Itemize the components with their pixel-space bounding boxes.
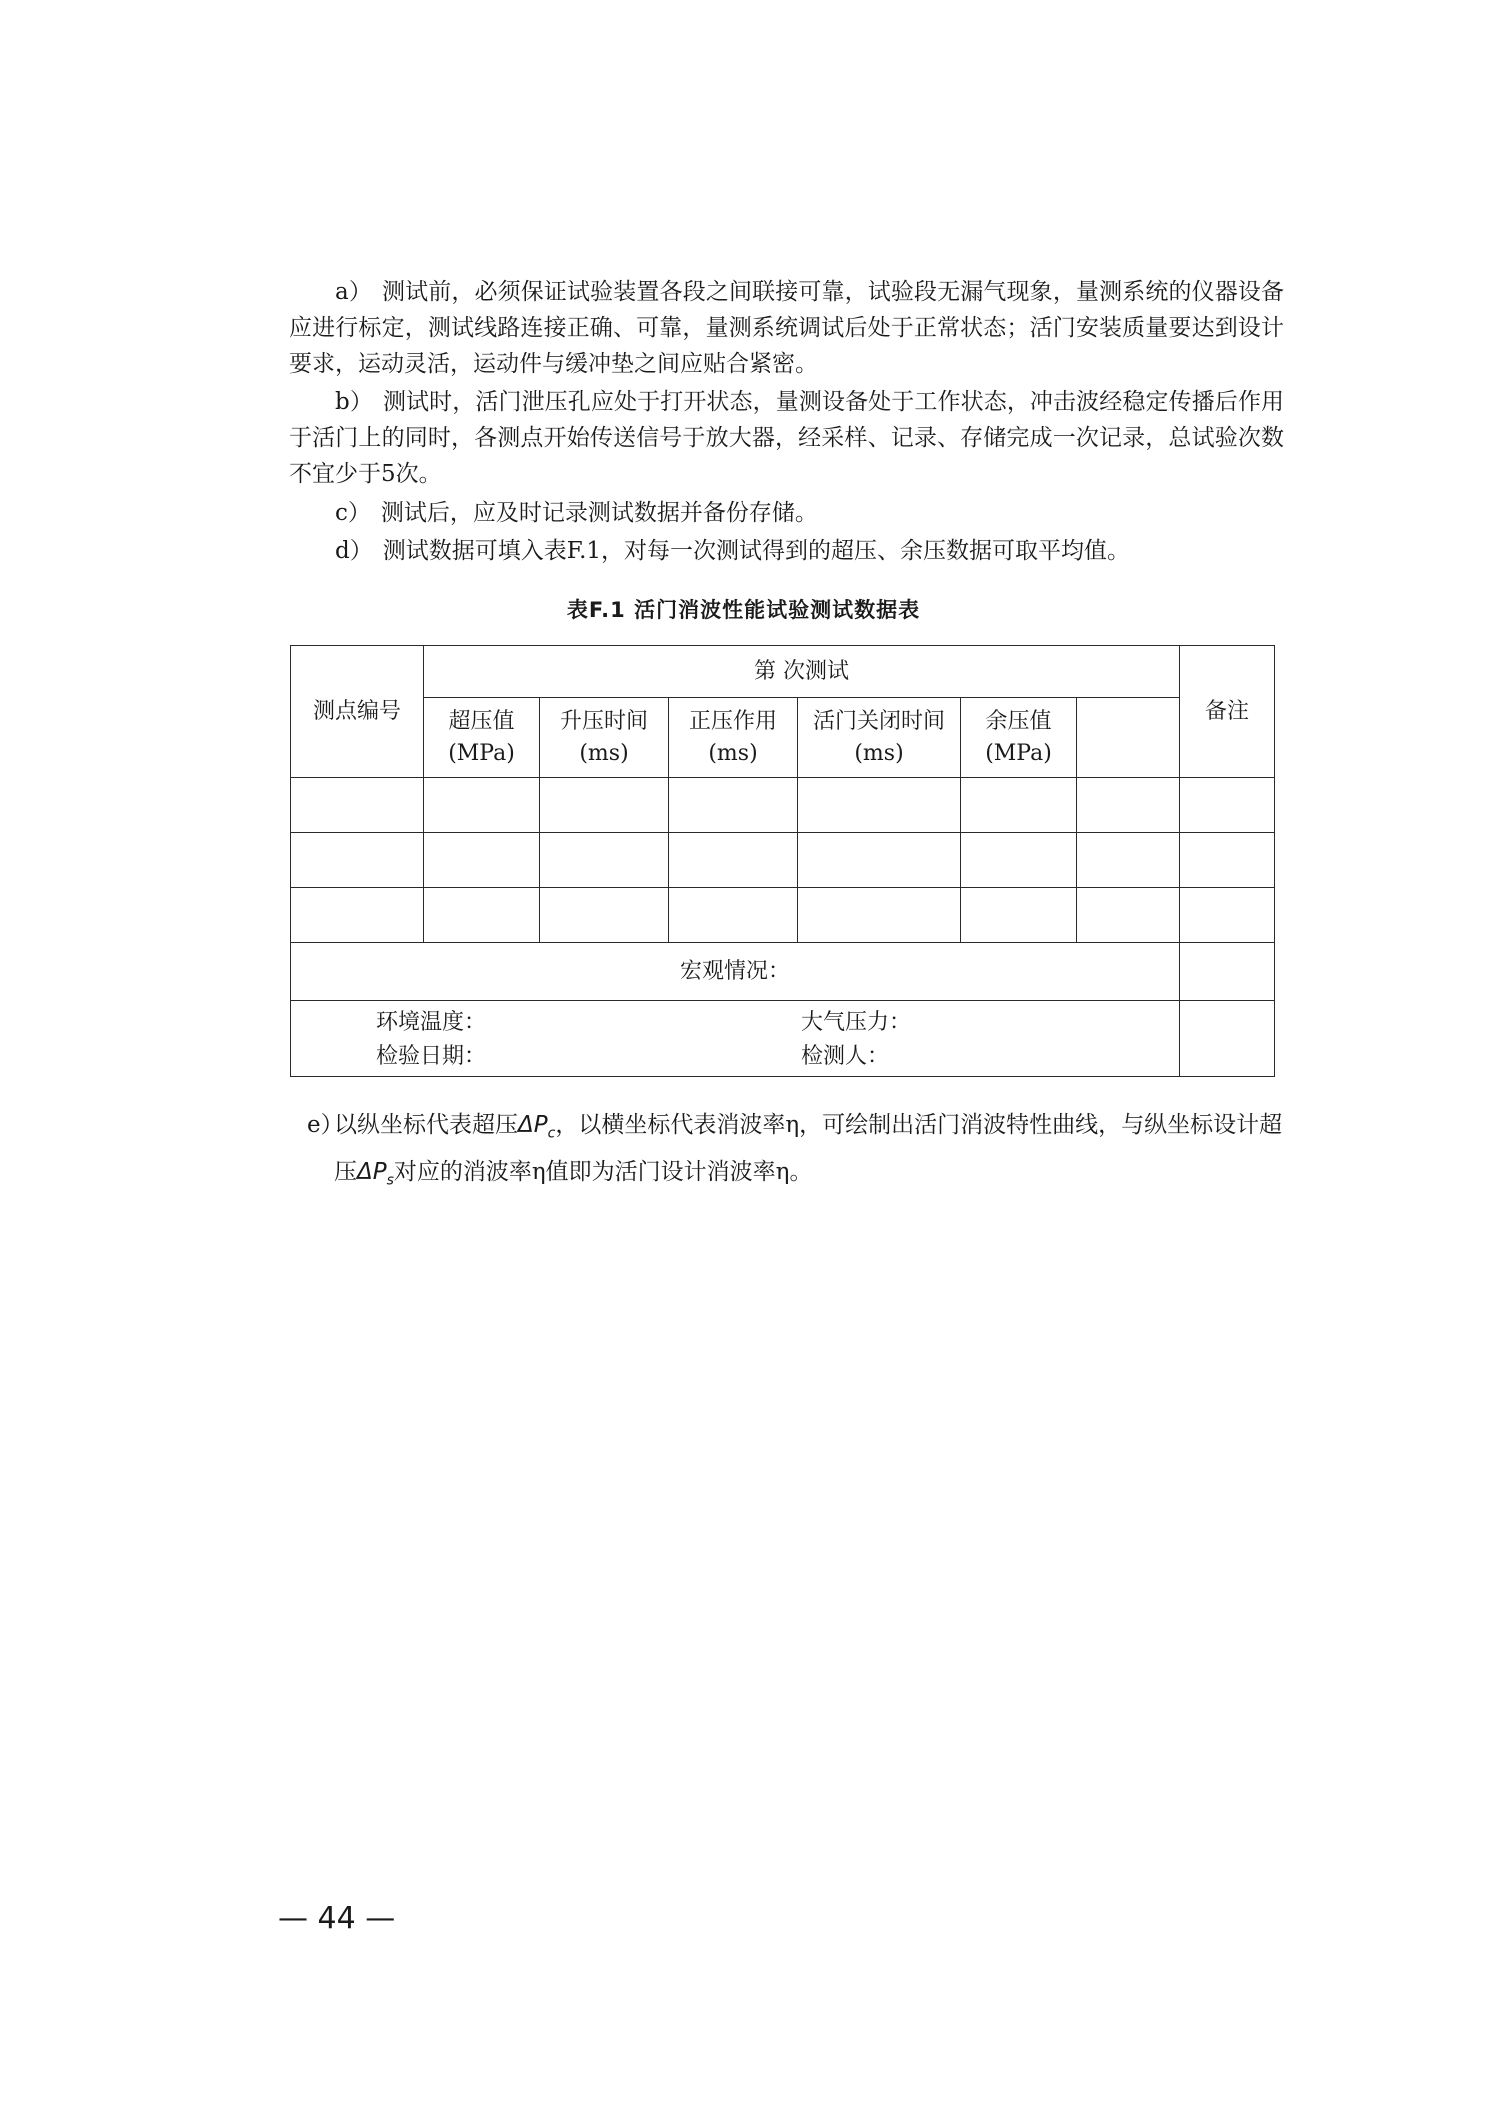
paragraph-b	[289, 384, 1284, 492]
paragraph-text: 测试数据可填入表F.1，对每一次测试得到的超压、余压数据可取平均值。	[382, 538, 1131, 564]
table-cell	[1180, 778, 1275, 833]
environment-temperature: 环境温度：	[376, 1010, 487, 1035]
paragraph-text: 测试后，应及时记录测试数据并备份存储。	[380, 500, 818, 526]
table-cell	[798, 778, 961, 833]
paragraph-text-part: 以纵坐标代表超压	[334, 1112, 518, 1138]
table-cell	[961, 833, 1077, 888]
header-point-id: 测点编号	[291, 646, 424, 778]
table-cell	[669, 888, 798, 943]
header-blank	[1077, 698, 1180, 778]
header-valve-close-time: 活门关闭时间(ms)	[798, 698, 961, 778]
table-row	[291, 833, 1275, 888]
table-cell	[669, 778, 798, 833]
paragraph-label: a）	[335, 279, 372, 305]
table-row	[291, 778, 1275, 833]
table-cell	[1180, 888, 1275, 943]
table-cell	[1077, 888, 1180, 943]
table-header-row	[291, 646, 1275, 698]
header-rise-time: 升压时间(ms)	[540, 698, 669, 778]
table-cell	[424, 888, 540, 943]
symbol-base: ΔP	[357, 1158, 387, 1185]
table-cell	[798, 833, 961, 888]
table-cell	[1180, 943, 1275, 1001]
macro-situation: 宏观情况：	[291, 943, 1180, 1001]
table-cell	[1077, 833, 1180, 888]
header-positive-duration: 正压作用(ms)	[669, 698, 798, 778]
table-cell	[540, 888, 669, 943]
table-row	[291, 888, 1275, 943]
paragraph-label: c）	[335, 500, 371, 526]
table-cell	[798, 888, 961, 943]
paragraph-text-part: 对应的消波率η值即为活门设计消波率η。	[393, 1158, 813, 1185]
table-cell	[961, 888, 1077, 943]
paragraph-label: e）	[307, 1112, 344, 1138]
table-cell	[291, 888, 424, 943]
table-cell	[961, 778, 1077, 833]
paragraph-e	[307, 1106, 1284, 1199]
symbol-base: ΔP	[518, 1112, 548, 1138]
inspector: 检测人：	[801, 1044, 890, 1069]
paragraph-c	[289, 495, 1284, 531]
header-overpressure: 超压值(MPa)	[424, 698, 540, 778]
paragraph-a	[289, 274, 1284, 382]
header-test-number: 第 次测试	[424, 646, 1180, 698]
symbol-subscript: s	[386, 1172, 394, 1189]
table-cell	[1180, 833, 1275, 888]
paragraph-text: 测试时，活门泄压孔应处于打开状态，量测设备处于工作状态，冲击波经稳定传播后作用于活门上的同时，各测点开始传送信号于放大器，经采样、记录、存储完成一次记录，总试验次数不宜少于5次。	[289, 389, 1284, 487]
paragraph-d	[289, 533, 1284, 569]
environment-cell	[291, 1001, 1180, 1077]
inspection-date: 检验日期：	[376, 1044, 487, 1069]
page-number: — 44 —	[278, 1901, 396, 1936]
table-cell	[540, 778, 669, 833]
table-cell	[424, 778, 540, 833]
header-residual-pressure: 余压值(MPa)	[961, 698, 1077, 778]
table-caption: 表F.1 活门消波性能试验测试数据表	[566, 598, 921, 622]
table-subheader-row	[291, 698, 1275, 778]
table-cell	[291, 833, 424, 888]
symbol-delta-pc	[518, 1112, 556, 1142]
paragraph-text-part: ，以横坐标代表消波率η，可绘制出活门消波特性曲线，与纵坐标设计超压	[334, 1112, 1283, 1185]
table-cell	[669, 833, 798, 888]
environment-row	[291, 1001, 1275, 1077]
table-cell	[424, 833, 540, 888]
macro-row	[291, 943, 1275, 1001]
symbol-delta-ps	[357, 1158, 394, 1189]
symbol-subscript: c	[547, 1125, 556, 1142]
table-cell	[291, 778, 424, 833]
table-cell	[1077, 778, 1180, 833]
test-data-table	[290, 645, 1275, 1077]
table-cell	[540, 833, 669, 888]
table-cell	[1180, 1001, 1275, 1077]
atmospheric-pressure: 大气压力：	[801, 1010, 912, 1035]
paragraph-text: 测试前，必须保证试验装置各段之间联接可靠，试验段无漏气现象，量测系统的仪器设备应进行标定，测试线路连接正确、可靠，量测系统调试后处于正常状态；活门安装质量要达到设计要求，运动灵活，运动件与缓冲垫之间应贴合紧密。	[289, 279, 1285, 377]
paragraph-label: b）	[335, 389, 373, 415]
header-remark: 备注	[1180, 646, 1275, 778]
paragraph-label: d）	[335, 538, 373, 564]
